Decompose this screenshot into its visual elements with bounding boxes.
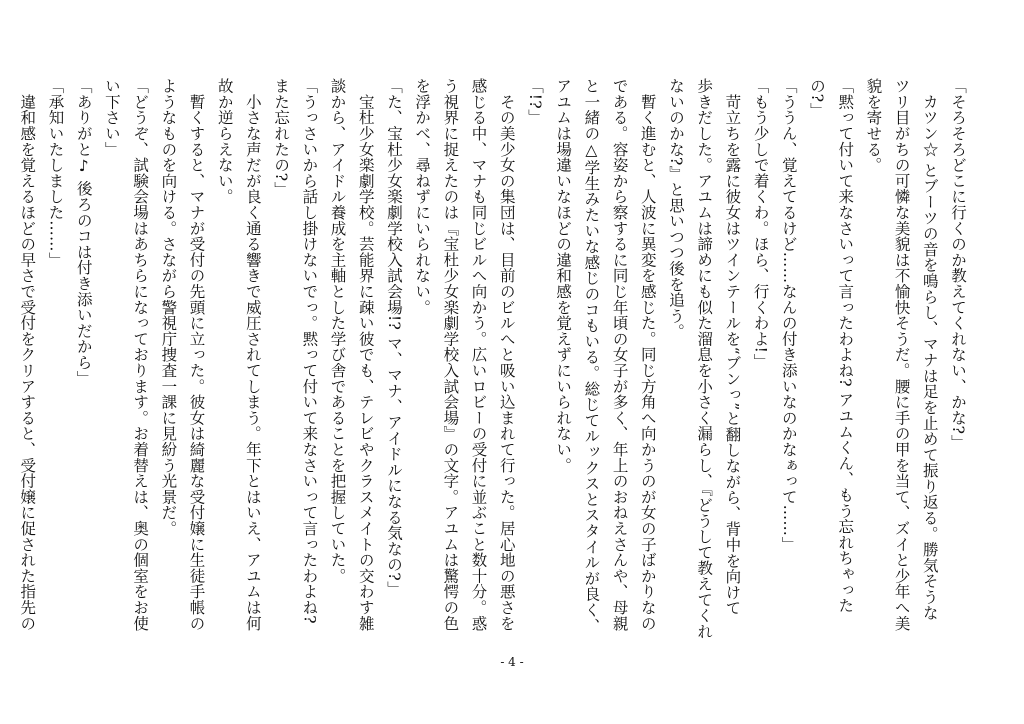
vertical-body-text: [18, 78, 972, 640]
text-line: 感じる中、マナも同じビルへ向かう。広いロビーの受付に並ぶこと数十分。惑: [469, 78, 488, 631]
text-line: 歩きだした。アユムは諦めにも似た溜息を小さく漏らし、『どうして教えてくれ: [695, 78, 714, 640]
text-line: う視界に捉えたのは『宝杜少女楽劇学校入試会場』の文字。アユムは驚愕の色: [441, 78, 460, 631]
text-line: 「承知いたしました……」: [46, 78, 65, 268]
text-line: カツン☆ とブーツの音を鳴らし、マナは足を止めて振り返る。勝気そうな: [920, 78, 939, 621]
text-line: 「!?」: [525, 78, 544, 125]
text-line: を浮かべ、尋ねずにいられない。: [413, 78, 432, 315]
text-line: 「ありがと♪ 後ろのコは付き添いだから」: [74, 78, 93, 386]
text-line: 暫く進むと、人波に異変を感じた。同じ方角へ向かうのが女の子ばかりなの: [638, 78, 657, 631]
text-line: ようなものを向ける。さながら警視庁捜査一課に見紛う光景だ。: [159, 78, 178, 537]
text-line: と一緒の△学生みたいな感じのコもいる。総じてルックスとスタイルが良く、: [582, 78, 601, 634]
text-line: 違和感を覚えるほどの早さで受付をクリアすると、受付嬢に促された指先の: [18, 78, 37, 631]
page-number: - 4 -: [500, 655, 524, 669]
text-line: 暫くすると、マナが受付の先頭に立った。彼女は綺麗な受付嬢に生徒手帳の: [187, 78, 206, 631]
text-line: また忘れたの?」: [272, 78, 291, 198]
text-line: 貌を寄せる。: [864, 78, 883, 173]
text-line: 「うっさいから話し掛けないでっ。黙って付いて来なさいって言ったわよね?: [300, 78, 319, 624]
text-line: 苛立ちを露に彼女はツインテールを“ブンっ”と翻しながら、背中を向けて: [723, 78, 742, 616]
text-line: の?」: [807, 78, 826, 119]
text-line: である。容姿から察するに同じ年頃の女子が多く、年上のおねえさんや、母親: [610, 78, 629, 631]
text-line: 「そろそろどこに行くのか教えてくれない、かな?」: [949, 78, 967, 451]
text-line: 「黙って付いて来なさいって言ったわよね? アユムくん、もう忘れちゃった: [836, 78, 855, 614]
text-line: アユムは場違いなほどの違和感を覚えずにいられない。: [554, 78, 573, 473]
text-line: 「た、宝杜少女楽劇学校入試会場!? マ、マナ、アイドルになる気なの?」: [384, 78, 403, 597]
text-line: ないのかな?』と思いつつ後を追う。: [666, 78, 685, 340]
text-line: 「もう少しで着くわ。ほら、行くわよ!」: [751, 78, 770, 369]
text-line: 故か逆らえない。: [215, 78, 234, 205]
text-line: 談から、アイドル養成を主軸とした学び舎であることを把握していた。: [328, 78, 347, 584]
text-line: その美少女の集団は、目前のビルへと吸い込まれて行った。居心地の悪さを: [497, 78, 516, 631]
text-line: 「ううん、覚えてるけど……なんの付き添いなのかなぁって……」: [779, 78, 798, 552]
text-line: ツリ目がちの可憐な美貌は不愉快そうだ。腰に手の甲を当て、ズイと少年へ美: [892, 78, 911, 631]
text-line: 小さな声だが良く通る響きで威圧されてしまう。年下とはいえ、アユムは何: [243, 78, 262, 631]
text-line: 「どうぞ、試験会場はあちらになっております。お着替えは、奥の個室をお使: [131, 78, 150, 631]
text-line: 宝杜少女楽劇学校。芸能界に疎い彼でも、テレビやクラスメイトの交わす雑: [356, 78, 375, 631]
text-line: い下さい」: [102, 78, 121, 157]
